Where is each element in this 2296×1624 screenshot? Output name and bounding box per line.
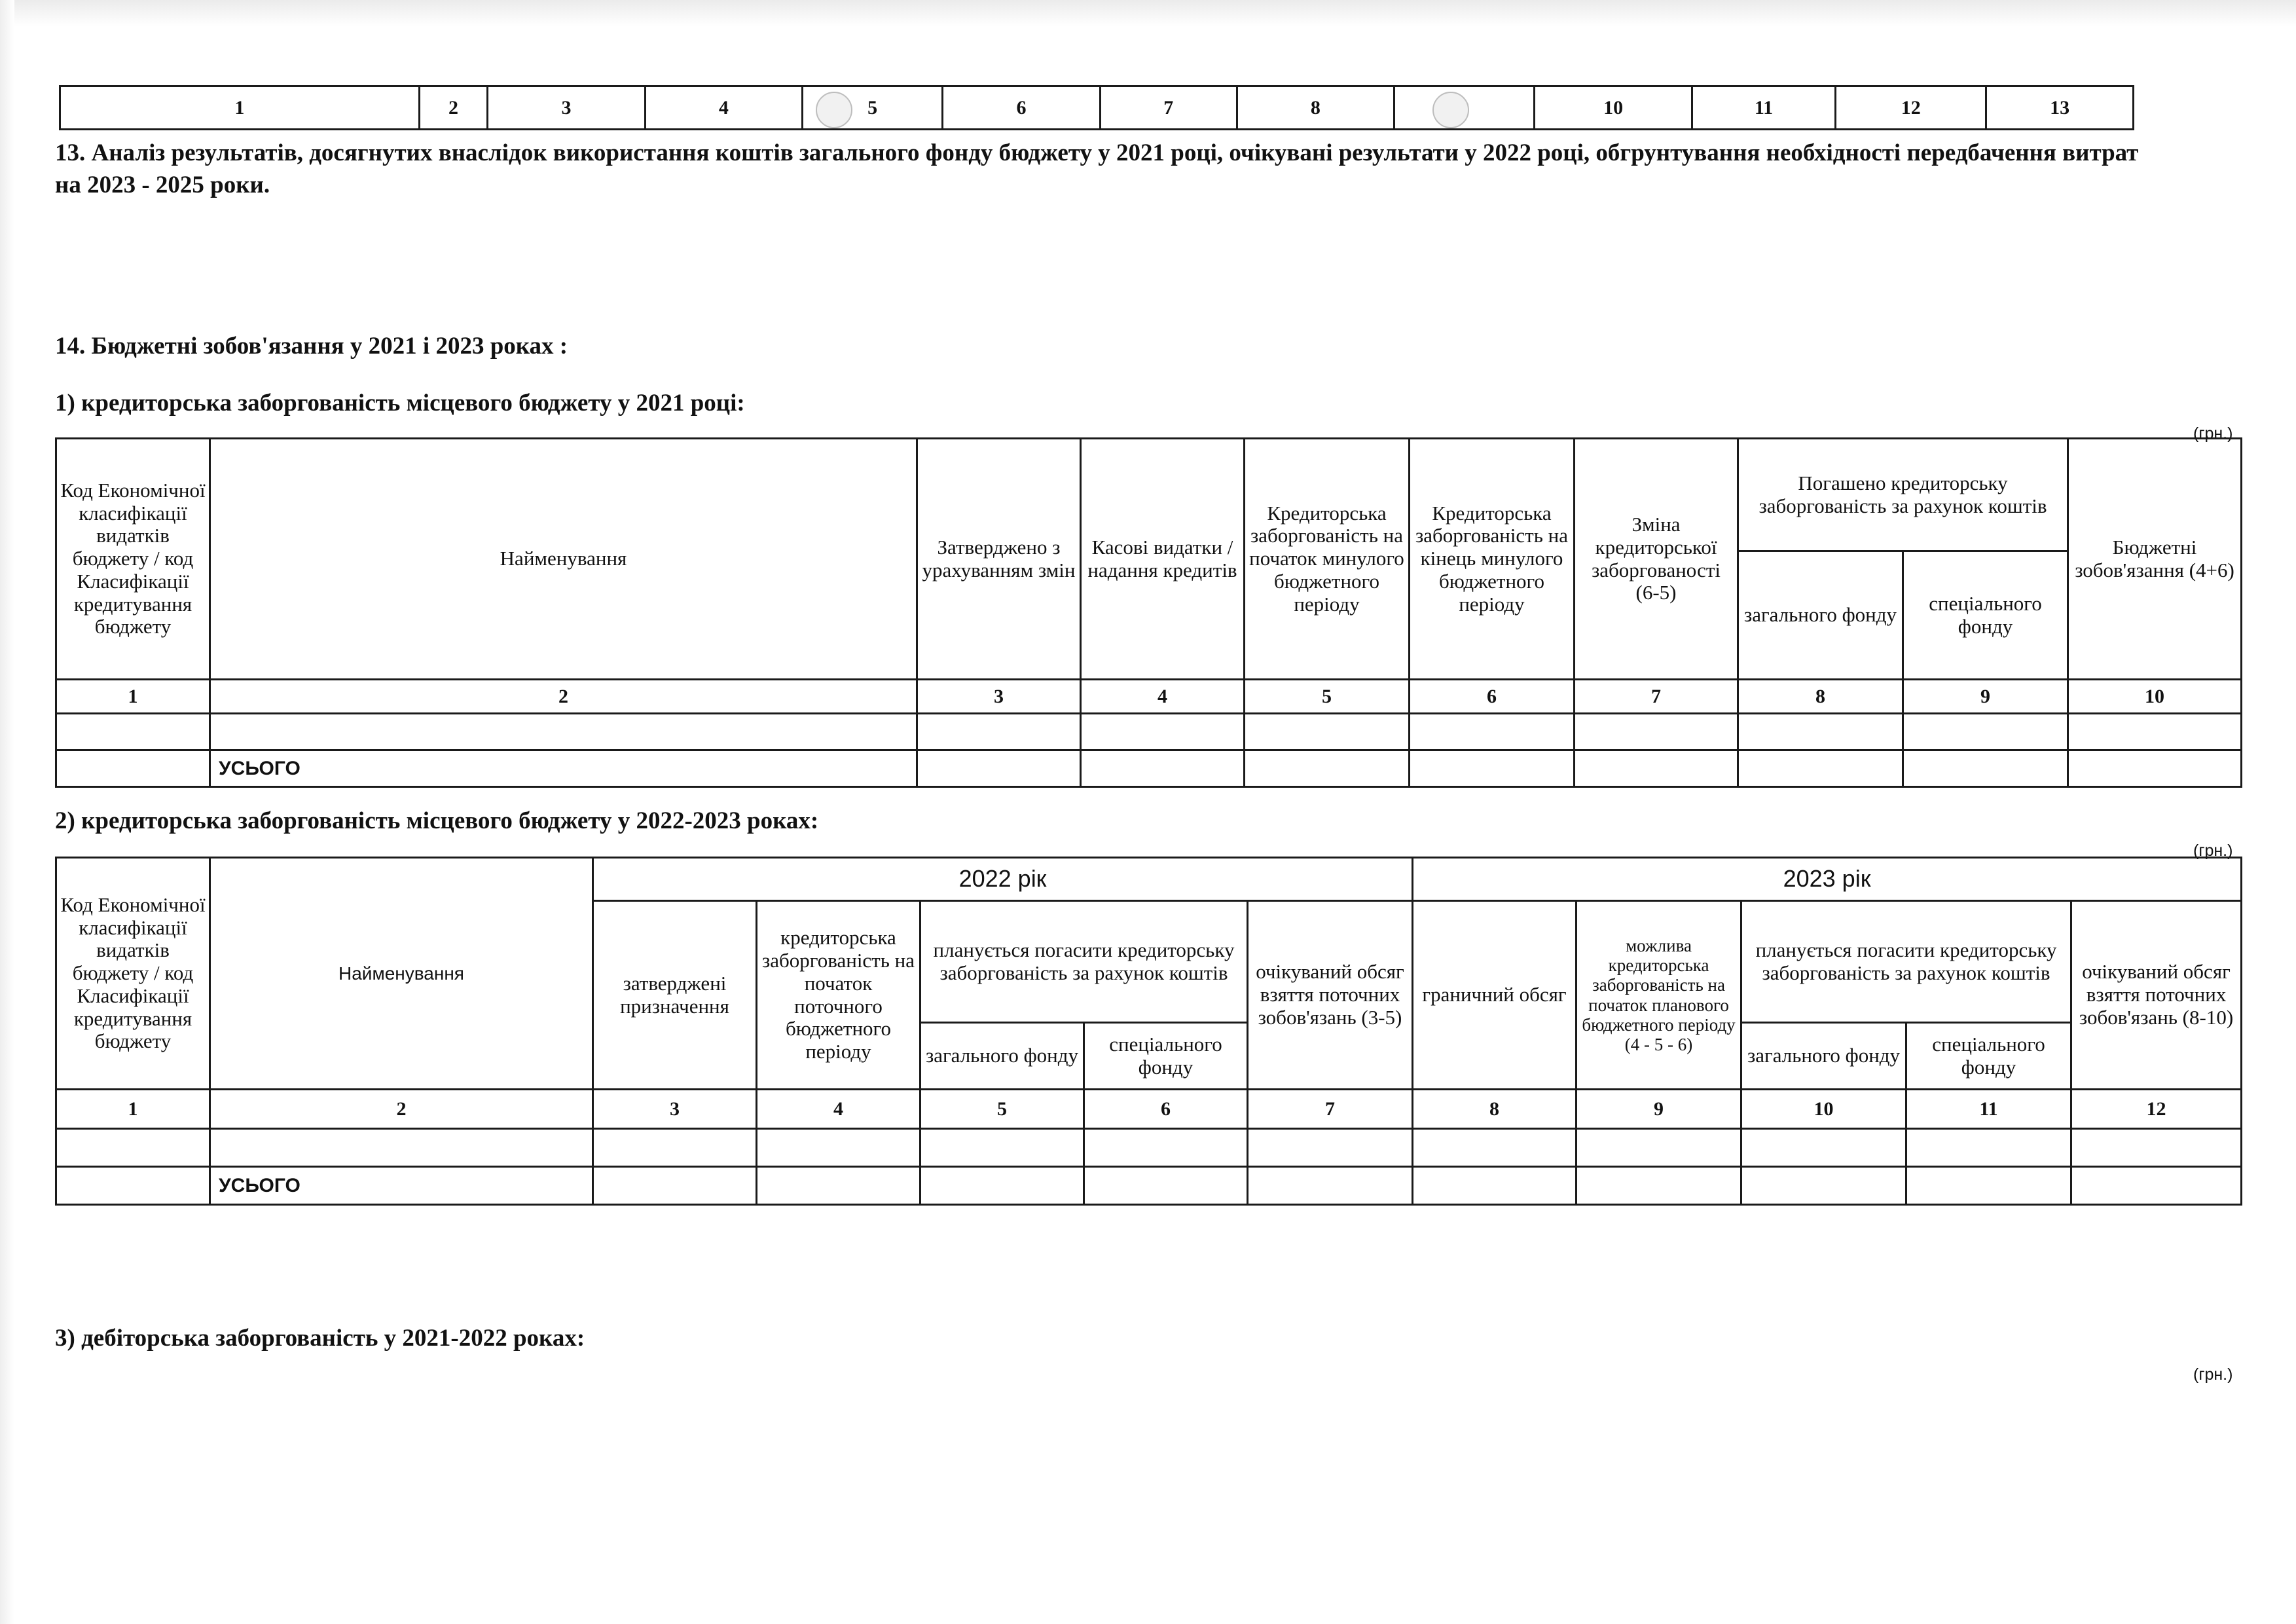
col-number: 3: [488, 86, 645, 130]
col-number: 9: [1903, 680, 2068, 714]
col-number: 7: [1248, 1090, 1413, 1129]
header-possible-debt: можлива кредиторська заборгованість на початок планового бюджетного періоду (4 - 5 - 6): [1576, 901, 1741, 1090]
col-number: 4: [645, 86, 802, 130]
table1-creditor-2021: [55, 437, 2242, 788]
table2-unit: (грн.): [2193, 841, 2233, 860]
col-number: 12: [2071, 1090, 2242, 1129]
header-special-fund: спеціального фонду: [1906, 1023, 2071, 1090]
col-number: 1: [56, 1090, 210, 1129]
col-number: 11: [1692, 86, 1835, 130]
continuation-table: [59, 85, 2134, 130]
header-general-fund: загального фонду: [1738, 551, 1903, 680]
header-year-2023: 2023 рік: [1413, 858, 2242, 901]
total-row: [56, 1167, 2242, 1205]
header-name: Найменування: [210, 858, 593, 1090]
col-number: 5: [1245, 680, 1410, 714]
header-approved: затверджені призначення: [593, 901, 757, 1090]
table1-unit: (грн.): [2193, 424, 2233, 443]
header-debt-start: кредиторська заборгованість на початок поточного бюджетного періоду: [757, 901, 920, 1090]
col-number: 3: [593, 1090, 757, 1129]
col-number: 7: [1575, 680, 1738, 714]
header-general-fund: загального фонду: [1741, 1023, 1906, 1090]
col-number: 8: [1237, 86, 1394, 130]
table-row: [56, 714, 2242, 750]
col-number: 4: [1081, 680, 1245, 714]
table2-title: 2) кредиторська заборгованість місцевого бюджету у 2022-2023 роках:: [55, 807, 819, 834]
header-change: Зміна кредиторської заборгованості (6-5): [1575, 439, 1738, 680]
col-number: 6: [943, 86, 1100, 130]
col-number: 3: [917, 680, 1081, 714]
total-label: УСЬОГО: [210, 750, 917, 787]
section-14-title: 14. Бюджетні зобов'язання у 2021 і 2023 роках :: [55, 333, 568, 360]
header-special-fund: спеціального фонду: [1084, 1023, 1248, 1090]
header-limit: граничний обсяг: [1413, 901, 1576, 1090]
col-number: 1: [60, 86, 420, 130]
col-number: 10: [1535, 86, 1692, 130]
punch-hole: [1432, 92, 1469, 128]
header-debt-start: Кредиторська заборгованість на початок минулого бюджетного періоду: [1245, 439, 1410, 680]
section-3-unit: (грн.): [2193, 1365, 2233, 1384]
table-row: [56, 1129, 2242, 1167]
header-plan-repay-2023: планується погасити кредиторську заборгованість за рахунок коштів: [1741, 901, 2071, 1023]
col-number: 10: [2068, 680, 2242, 714]
header-code: Код Економічної класифікації видатків бюджету / код Класифікації кредитування бюджету: [56, 439, 210, 680]
header-obligations: Бюджетні зобов'язання (4+6): [2068, 439, 2242, 680]
punch-hole: [816, 92, 852, 128]
col-number: 8: [1413, 1090, 1576, 1129]
col-number: 2: [210, 1090, 593, 1129]
header-expected-2023: очікуваний обсяг взяття поточних зобов'язань (8-10): [2071, 901, 2242, 1090]
header-year-2022: 2022 рік: [593, 858, 1413, 901]
col-number: 5: [920, 1090, 1084, 1129]
header-plan-repay-2022: планується погасити кредиторську заборгованість за рахунок коштів: [920, 901, 1248, 1023]
header-expected-2022: очікуваний обсяг взяття поточних зобов'язань (3-5): [1248, 901, 1413, 1090]
scan-shadow-top: [0, 0, 2296, 26]
col-number: 8: [1738, 680, 1903, 714]
total-label: УСЬОГО: [210, 1167, 593, 1205]
col-number: 11: [1906, 1090, 2071, 1129]
header-special-fund: спеціального фонду: [1903, 551, 2068, 680]
scan-shadow-left: [0, 0, 14, 1624]
table2-creditor-2022-2023: [55, 857, 2242, 1206]
col-number: 1: [56, 680, 210, 714]
header-cash: Касові видатки / надання кредитів: [1081, 439, 1245, 680]
col-number: 5: [803, 86, 943, 130]
col-number: 10: [1741, 1090, 1906, 1129]
col-number: 2: [210, 680, 917, 714]
col-number: 6: [1084, 1090, 1248, 1129]
col-number: 2: [419, 86, 488, 130]
col-number: 6: [1410, 680, 1575, 714]
section-13-text: 13. Аналіз результатів, досягнутих внаслідок використання коштів загального фонду бюджету у 2021 році, очікувані результати у 2022 році, обгрунтування необхідності передбачення витрат на 2023 - 2025 роки.: [55, 139, 2139, 198]
col-number: 7: [1100, 86, 1237, 130]
header-name: Найменування: [210, 439, 917, 680]
total-row: [56, 750, 2242, 787]
section-3-title: 3) дебіторська заборгованість у 2021-2022 роках:: [55, 1325, 585, 1352]
col-number: 4: [757, 1090, 920, 1129]
table1-title: 1) кредиторська заборгованість місцевого бюджету у 2021 році:: [55, 390, 745, 416]
header-debt-end: Кредиторська заборгованість на кінець минулого бюджетного періоду: [1410, 439, 1575, 680]
col-number: 9: [1576, 1090, 1741, 1129]
header-approved: Затверджено з урахуванням змін: [917, 439, 1081, 680]
col-number: 12: [1836, 86, 1986, 130]
header-repaid: Погашено кредиторську заборгованість за рахунок коштів: [1738, 439, 2068, 551]
header-code: Код Економічної класифікації видатків бюджету / код Класифікації кредитування бюджету: [56, 858, 210, 1090]
col-number: 13: [1986, 86, 2134, 130]
header-general-fund: загального фонду: [920, 1023, 1084, 1090]
